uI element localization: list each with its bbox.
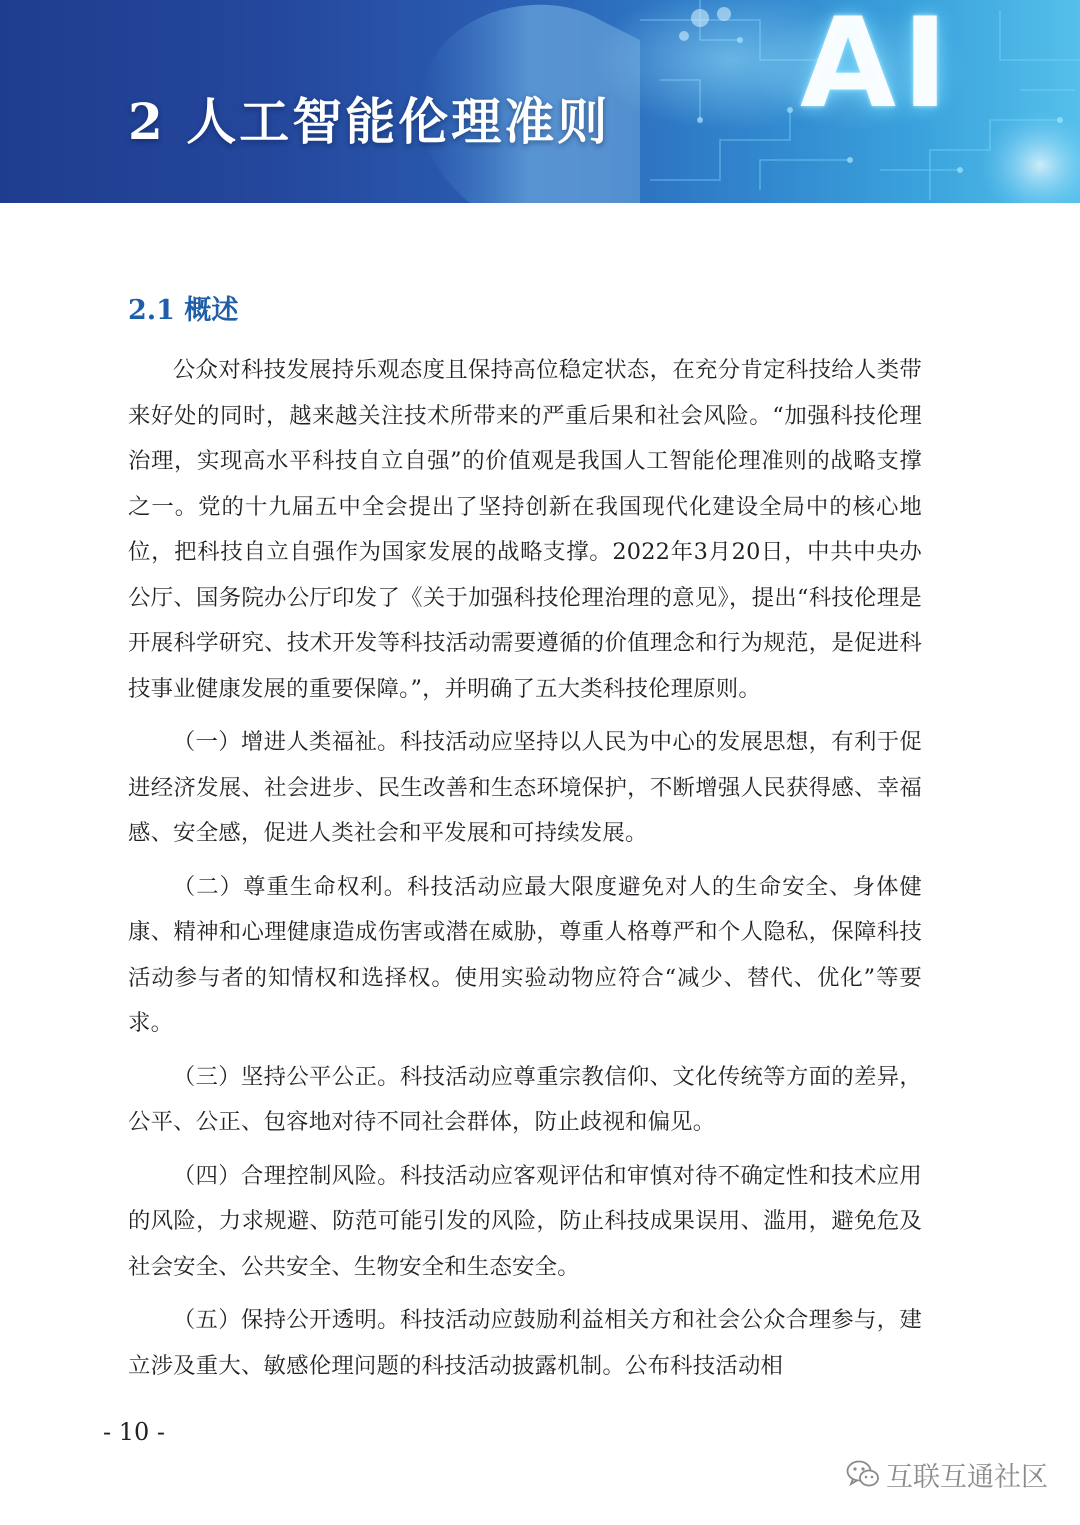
chapter-banner	[0, 0, 1080, 203]
source-watermark	[846, 1454, 1048, 1494]
wechat-icon	[846, 1459, 880, 1489]
chapter-title: 2 人工智能伦理准则	[128, 92, 611, 151]
page-number: - 10 -	[103, 1418, 166, 1446]
section-heading: 2.1 概述	[128, 295, 239, 326]
watermark-text: 互联互通社区	[886, 1461, 1048, 1493]
principle-5-paragraph: （五）保持公开透明。科技活动应鼓励利益相关方和社会公众合理参与，建立涉及重大、敏感伦理问题的科技活动披露机制。公布科技活动相	[128, 1307, 922, 1379]
principle-1-paragraph: （一）增进人类福祉。科技活动应坚持以人民为中心的发展思想，有利于促进经济发展、社会进步、民生改善和生态环境保护，不断增强人民获得感、幸福感、安全感，促进人类社会和平发展和可持续发展。	[128, 729, 922, 846]
overview-paragraph: 公众对科技发展持乐观态度且保持高位稳定状态，在充分肯定科技给人类带来好处的同时，越来越关注技术所带来的严重后果和社会风险。“加强科技伦理治理，实现高水平科技自立自强”的价值观是我国人工智能伦理准则的战略支撑之一。党的十九届五中全会提出了坚持创新在我国现代化建设全局中的核心地位，把科技自立自强作为国家发展的战略支撑。2022年3月20日，中共中央办公厅、国务院办公厅印发了《关于加强科技伦理治理的意见》，提出“科技伦理是开展科学研究、技术开发等科技活动需要遵循的价值理念和行为规范，是促进科技事业健康发展的重要保障。”，并明确了五大类科技伦理原则。	[128, 357, 922, 702]
ai-logo-mark: AI	[800, 0, 955, 136]
principle-4-paragraph: （四）合理控制风险。科技活动应客观评估和审慎对待不确定性和技术应用的风险，力求规避、防范可能引发的风险，防止科技成果误用、滥用，避免危及社会安全、公共安全、生物安全和生态安全。	[128, 1162, 922, 1280]
principle-2-paragraph: （二）尊重生命权利。科技活动应最大限度避免对人的生命安全、身体健康、精神和心理健康造成伤害或潜在威胁，尊重人格尊严和个人隐私，保障科技活动参与者的知情权和选择权。使用实验动物应符合“减少、替代、优化”等要求。	[128, 873, 922, 1036]
body-content	[128, 348, 922, 1397]
principle-3-paragraph: （三）坚持公平公正。科技活动应尊重宗教信仰、文化传统等方面的差异，公平、公正、包容地对待不同社会群体，防止歧视和偏见。	[128, 1063, 922, 1135]
